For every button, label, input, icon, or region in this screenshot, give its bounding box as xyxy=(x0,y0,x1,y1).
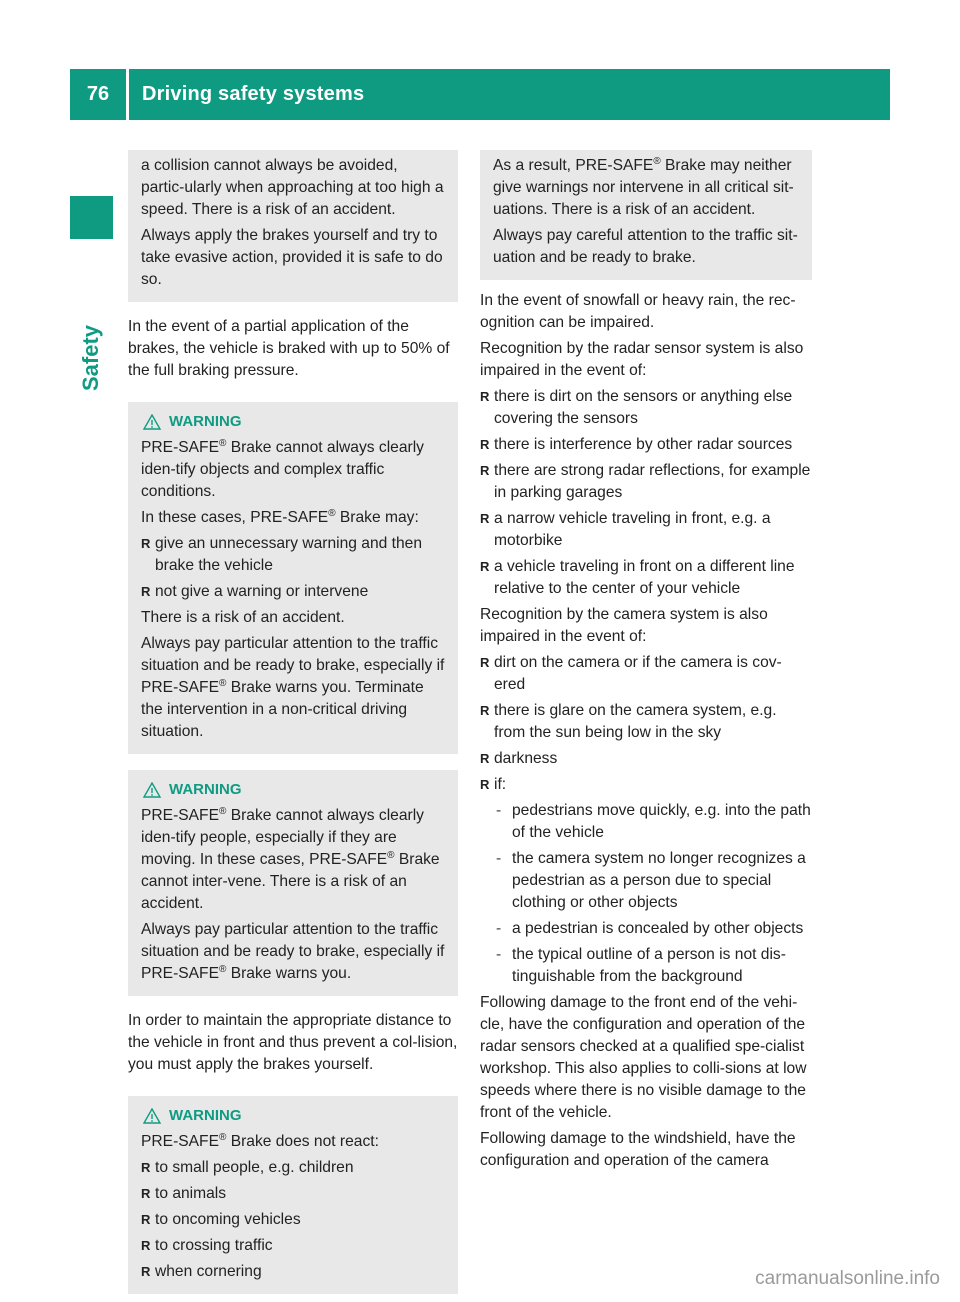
list-item: - a pedestrian is concealed by other objects xyxy=(494,918,812,940)
radar-impairment-list xyxy=(480,386,812,600)
warning-label: WARNING xyxy=(169,781,242,798)
list-item: R to crossing traffic xyxy=(141,1235,445,1257)
side-section-label xyxy=(78,323,104,393)
list-item: R to animals xyxy=(141,1183,445,1205)
list-item: R not give a warning or intervene xyxy=(141,581,445,603)
warning-heading xyxy=(141,411,445,433)
list-item: R a narrow vehicle traveling in front, e.g. a motorbike xyxy=(480,508,812,552)
box-paragraph: Always pay careful attention to the traffic sit-uation and be ready to brake. xyxy=(493,227,798,266)
body-paragraph: Following damage to the windshield, have the configuration and operation of the camera xyxy=(480,1130,796,1169)
box-paragraph: As a result, PRE-SAFE® Brake may neither give warnings nor intervene in all critical sit-uations. There is a risk of an accident. xyxy=(493,155,794,218)
box-paragraph: a collision cannot always be avoided, partic-ularly when approaching at too high a speed. There is a risk of an accident. xyxy=(141,157,444,218)
section-tab-marker xyxy=(70,196,113,239)
page-header xyxy=(70,69,890,120)
body-paragraph: Recognition by the camera system is also impaired in the event of: xyxy=(480,606,768,645)
warning-text: There is a risk of an accident. xyxy=(141,609,345,626)
body-paragraph: In the event of snowfall or heavy rain, the rec-ognition can be impaired. xyxy=(480,292,796,331)
continued-warning-box xyxy=(480,150,812,280)
header-divider xyxy=(126,69,129,120)
list-item: R there is dirt on the sensors or anything else covering the sensors xyxy=(480,386,812,430)
body-paragraph: In order to maintain the appropriate distance to the vehicle in front and thus prevent a col-lision, you must apply the brakes yourself. xyxy=(128,1012,458,1073)
list-item: R there is glare on the camera system, e.g. from the sun being low in the sky xyxy=(480,700,812,744)
warning-text: In these cases, PRE-SAFE® Brake may: xyxy=(141,507,419,526)
warning-text: Always pay particular attention to the traffic situation and be ready to brake, especially if PRE-SAFE® Brake warns you. xyxy=(141,921,445,982)
warning-heading xyxy=(141,1105,445,1127)
list-item: - pedestrians move quickly, e.g. into the path of the vehicle xyxy=(494,800,812,844)
warning-triangle-icon xyxy=(143,782,161,798)
list-item: R to oncoming vehicles xyxy=(141,1209,445,1231)
list-item: R a vehicle traveling in front on a different line relative to the center of your vehicle xyxy=(480,556,812,600)
body-paragraph: In the event of a partial application of the brakes, the vehicle is braked with up to 50% of the full braking pressure. xyxy=(128,318,450,379)
warning-heading xyxy=(141,779,445,801)
camera-impairment-list xyxy=(480,652,812,796)
list-item: - the camera system no longer recognizes a pedestrian as a person due to special clothing or other objects xyxy=(494,848,812,914)
watermark: carmanualsonline.info xyxy=(755,1268,940,1289)
list-item: R dirt on the camera or if the camera is cov-ered xyxy=(480,652,812,696)
warning-label: WARNING xyxy=(169,413,242,430)
warning-text: PRE-SAFE® Brake does not react: xyxy=(141,1131,379,1150)
list-item: R to small people, e.g. children xyxy=(141,1157,445,1179)
warning-triangle-icon xyxy=(143,1108,161,1124)
warning-triangle-icon xyxy=(143,414,161,430)
list-item: R there is interference by other radar sources xyxy=(480,434,812,456)
list-item: R when cornering xyxy=(141,1261,445,1283)
warning-text: PRE-SAFE® Brake cannot always clearly iden-tify people, especially if they are moving. In these cases, PRE-SAFE® Brake cannot inter-vene. There is a risk of an accident. xyxy=(141,805,440,912)
page-number: 76 xyxy=(86,83,110,105)
continued-warning-box xyxy=(128,150,458,302)
list-item xyxy=(480,774,812,796)
left-column xyxy=(128,150,458,1294)
if-label: if: xyxy=(494,776,507,793)
box-paragraph: Always apply the brakes yourself and try to take evasive action, provided it is safe to do so. xyxy=(141,227,443,288)
warning-bullet-list xyxy=(141,1157,445,1283)
warning-box-1 xyxy=(128,402,458,754)
warning-label: WARNING xyxy=(169,1107,242,1124)
list-item: R darkness xyxy=(480,748,812,770)
warning-text: Always pay particular attention to the traffic situation and be ready to brake, especially if PRE-SAFE® Brake warns you. Terminate the intervention in a non-critical driving situation. xyxy=(141,635,445,740)
list-item: R there are strong radar reflections, for example in parking garages xyxy=(480,460,812,504)
warning-text: PRE-SAFE® Brake cannot always clearly iden-tify objects and complex traffic conditions. xyxy=(141,437,424,500)
right-column xyxy=(480,150,812,1176)
pedestrian-condition-list xyxy=(480,800,812,988)
warning-box-2 xyxy=(128,770,458,996)
list-item: - the typical outline of a person is not dis-tinguishable from the background xyxy=(494,944,812,988)
body-paragraph: Following damage to the front end of the vehi-cle, have the configuration and operation of the radar sensors checked at a qualified spe-cialist workshop. This also applies to colli-sions at low speeds where there is no visible damage to the front of the vehicle. xyxy=(480,994,807,1121)
warning-box-3 xyxy=(128,1096,458,1294)
side-section-text: Safety xyxy=(78,324,103,392)
list-item: R give an unnecessary warning and then brake the vehicle xyxy=(141,533,445,577)
body-paragraph: Recognition by the radar sensor system is also impaired in the event of: xyxy=(480,340,804,379)
section-title: Driving safety systems xyxy=(142,83,365,105)
warning-bullet-list xyxy=(141,533,445,603)
